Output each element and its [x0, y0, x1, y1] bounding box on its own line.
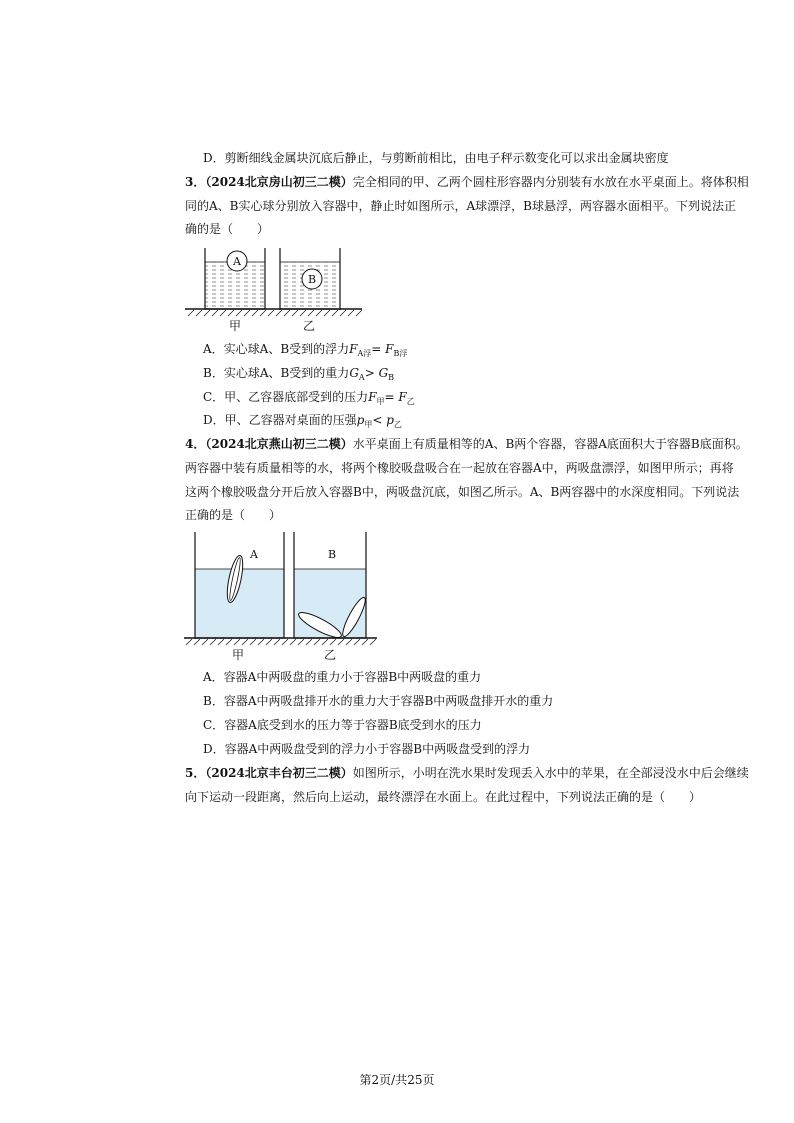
q5-source: （2024北京丰台初三二模） — [205, 766, 353, 780]
q2-option-d: D．剪断细线金属块沉底后静止，与剪断前相比，由电子秤示数变化可以求出金属块密度 — [203, 151, 669, 165]
q3-label-yi: 乙 — [302, 319, 316, 333]
q4-stem-line3: 这两个橡胶吸盘分开后放入容器B中，两吸盘沉底，如图乙所示。A、B两容器中的水深度相同。下列说法 — [185, 485, 740, 499]
q3-option-a: A．实心球A、B受到的浮力$F_{A浮}= F_{B浮}$ — [203, 342, 408, 358]
q4-label-yi: 乙 — [323, 648, 337, 662]
q4-label-a: A — [250, 548, 258, 561]
q3-stem-text1: 完全相同的甲、乙两个圆柱形容器内分别装有水放在水平桌面上。将体积相 — [352, 175, 749, 189]
q5-stem-line2: 向下运动一段距离，然后向上运动，最终漂浮在水面上。在此过程中，下列说法正确的是（ ） — [185, 790, 702, 804]
q4-number: 4 — [185, 437, 194, 451]
q3-ball-a-label: A — [233, 255, 241, 268]
q3-option-c: C．甲、乙容器底部受到的压力$F_甲= F_乙$ — [203, 390, 415, 406]
q4-option-c: C．容器A底受到水的压力等于容器B底受到水的压力 — [203, 718, 482, 732]
q3-stem-line1: 3．（2024北京房山初三二模）完全相同的甲、乙两个圆柱形容器内分别装有水放在水平桌面上。将体积相 — [185, 175, 749, 189]
q4-label-b: B — [327, 548, 337, 561]
q3-option-b: B．实心球A、B受到的重力$G_A> G_B$ — [203, 366, 395, 382]
q5-stem-line1: 5．（2024北京丰台初三二模）如图所示，小明在洗水果时发现丢入水中的苹果，在全部浸没水中后会继续 — [185, 766, 749, 780]
q3-figure — [180, 244, 370, 336]
q3-stem-line3: 确的是（ ） — [185, 222, 270, 236]
q3-ball-b-label: B — [307, 273, 317, 286]
q3-label-jia: 甲 — [228, 319, 242, 333]
q4-label-jia: 甲 — [231, 648, 245, 662]
q4-stem-line1: 4．（2024北京燕山初三二模）水平桌面上有质量相等的A、B两个容器，容器A底面积大于容器B底面积。 — [185, 437, 748, 451]
q3-source: （2024北京房山初三二模） — [205, 175, 353, 189]
q3-number: 3 — [185, 175, 194, 189]
q4-option-a: A．容器A中两吸盘的重力小于容器B中两吸盘的重力 — [203, 670, 482, 684]
q4-option-d: D．容器A中两吸盘受到的浮力小于容器B中两吸盘受到的浮力 — [203, 742, 531, 756]
q5-number: 5 — [185, 766, 194, 780]
q4-option-b: B．容器A中两吸盘排开水的重力大于容器B中两吸盘排开水的重力 — [203, 694, 554, 708]
q5-stem-text1: 如图所示，小明在洗水果时发现丢入水中的苹果，在全部浸没水中后会继续 — [352, 766, 749, 780]
q4-source: （2024北京燕山初三二模） — [205, 437, 353, 451]
q4-stem-line2: 两容器中装有质量相等的水，将两个橡胶吸盘吸合在一起放在容器A中，两吸盘漂浮，如图甲所示；再将 — [185, 461, 734, 475]
page-footer: 第2页/共25页 — [359, 1073, 435, 1087]
q4-stem-line4: 正确的是（ ） — [185, 508, 282, 522]
q3-option-d: D．甲、乙容器对桌面的压强$p_甲< p_乙$ — [203, 413, 402, 429]
q4-figure — [182, 530, 377, 662]
q4-stem-text1: 水平桌面上有质量相等的A、B两个容器，容器A底面积大于容器B底面积。 — [352, 437, 748, 451]
q3-stem-line2: 同的A、B实心球分别放入容器中，静止时如图所示，A球漂浮，B球悬浮，两容器水面相平。下列说法正 — [185, 199, 736, 213]
